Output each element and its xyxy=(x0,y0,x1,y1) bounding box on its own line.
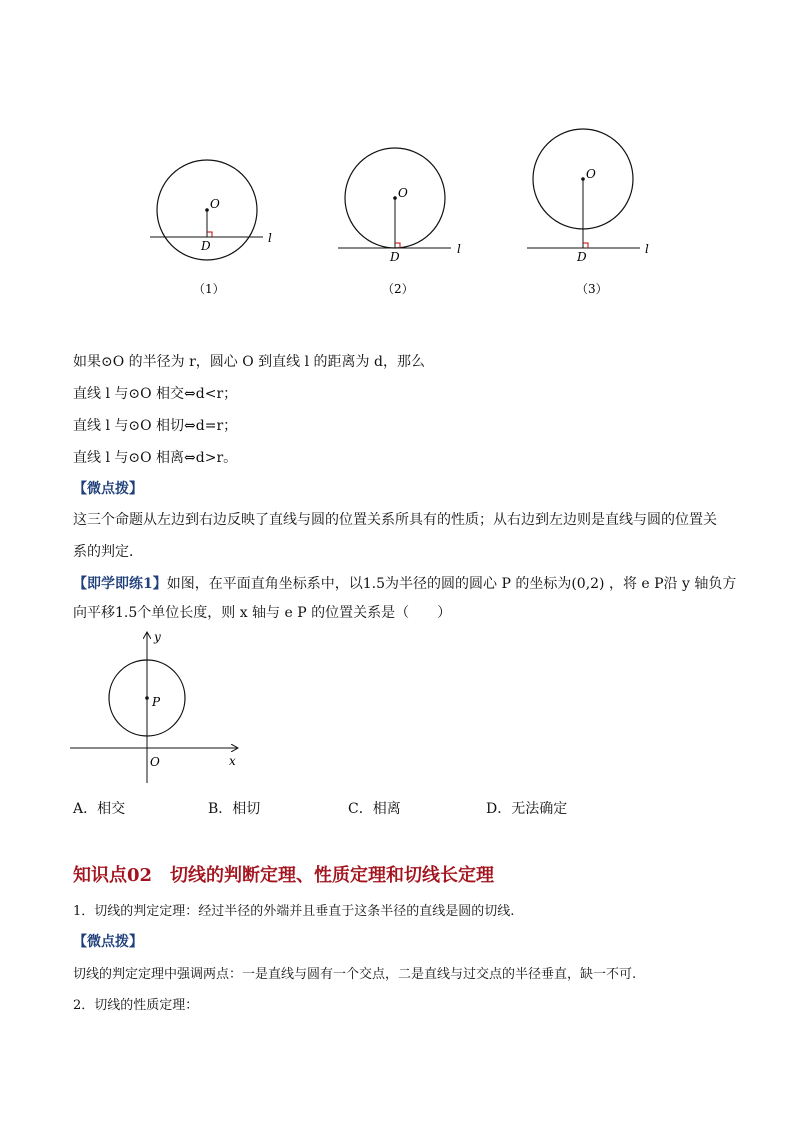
section-item-2: 2．切线的性质定理： xyxy=(73,998,199,1013)
option-a[interactable]: A．相交 xyxy=(73,801,126,817)
tip-text-line-2: 系的判定． xyxy=(73,544,143,560)
figure-3-caption: （3） xyxy=(576,282,608,296)
graph-center-dot xyxy=(145,696,149,700)
graph-center-label: P xyxy=(152,695,161,709)
graph-origin-label: O xyxy=(150,755,160,769)
tip-label: 【微点拨】 xyxy=(73,481,143,497)
graph-x-label: x xyxy=(229,754,236,768)
section-heading: 知识点02 切线的判断定理、性质定理和切线长定理 xyxy=(73,865,495,886)
figure-1-center-dot xyxy=(205,208,209,212)
exercise-label: 【即学即练1】 xyxy=(73,576,167,592)
option-c[interactable]: C．相离 xyxy=(348,801,401,817)
exercise-line-2: 向平移1.5个单位长度，则 x 轴与 e P 的位置关系是（ ） xyxy=(73,605,452,621)
figure-3-separate xyxy=(522,120,662,310)
option-d[interactable]: D．无法确定 xyxy=(486,801,568,817)
exercise-line-1 xyxy=(73,574,736,594)
figure-1-foot-label: D xyxy=(201,239,211,253)
figure-2-caption: （2） xyxy=(382,282,414,296)
figure-1-intersect xyxy=(145,150,285,310)
section-tip-text: 切线的判定定理中强调两点：一是直线与圆有一个交点，二是直线与过交点的半径垂直，缺一不可. xyxy=(73,967,637,982)
intro-line-3: 直线 l 与⊙O 相切⇔d=r； xyxy=(73,418,238,434)
figure-3-line-label: l xyxy=(645,242,649,256)
figure-1-line-label: l xyxy=(268,231,272,245)
figure-2-foot-label: D xyxy=(390,250,400,264)
figure-2-tangent xyxy=(335,140,475,310)
figure-2-center-label: O xyxy=(398,186,408,200)
option-b[interactable]: B．相切 xyxy=(208,801,261,817)
intro-line-1: 如果⊙O 的半径为 r，圆心 O 到直线 l 的距离为 d，那么 xyxy=(73,354,425,370)
figure-1-right-angle xyxy=(207,232,212,237)
intro-line-4: 直线 l 与⊙O 相离⇔d>r。 xyxy=(73,450,238,466)
figure-3-center-dot xyxy=(581,177,585,181)
figure-1-caption: （1） xyxy=(193,282,225,296)
intro-line-2: 直线 l 与⊙O 相交⇔d<r； xyxy=(73,386,238,402)
graph-y-label: y xyxy=(154,630,161,644)
section-tip-label: 【微点拨】 xyxy=(73,934,143,950)
figure-2-line-label: l xyxy=(457,242,461,256)
figure-2-center-dot xyxy=(393,196,397,200)
figure-3-foot-label: D xyxy=(577,250,587,264)
figure-3-right-angle xyxy=(583,243,588,248)
tip-text-line-1: 这三个命题从左边到右边反映了直线与圆的位置关系所具有的性质；从右边到左边则是直线与圆的位置关 xyxy=(73,512,717,528)
figure-3-center-label: O xyxy=(586,167,596,181)
section-item-1: 1．切线的判定定理：经过半径的外端并且垂直于这条半径的直线是圆的切线. xyxy=(73,904,515,919)
exercise-text-1: 如图，在平面直角坐标系中，以1.5为半径的圆的圆心 P 的坐标为(0,2) ，将 e P沿 y 轴负方 xyxy=(166,576,737,592)
coordinate-graph xyxy=(65,625,255,785)
figure-1-center-label: O xyxy=(210,197,220,211)
